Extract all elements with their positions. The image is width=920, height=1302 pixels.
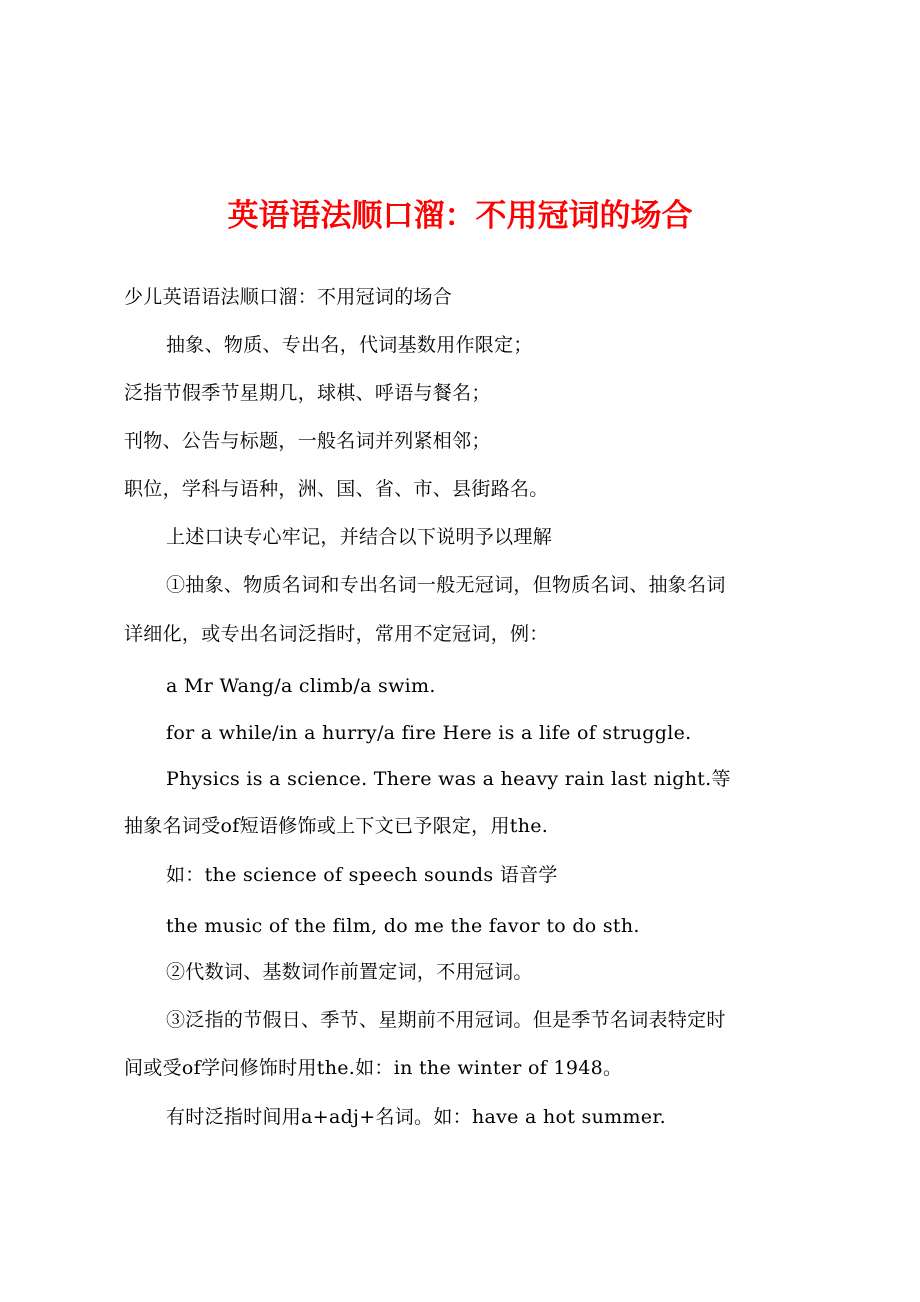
paragraph-line: 上述口诀专心牢记，并结合以下说明予以理解 (166, 526, 553, 548)
paragraph-line: Physics is a science. There was a heavy rain last night.等 (166, 768, 731, 790)
paragraph-line: 少儿英语语法顺口溜：不用冠词的场合 (124, 286, 453, 308)
paragraph-line: 有时泛指时间用a+adj+名词。如：have a hot summer. (166, 1106, 666, 1128)
paragraph-line: 详细化，或专出名词泛指时，常用不定冠词，例： (124, 623, 549, 645)
paragraph-line: 抽象、物质、专出名，代词基数用作限定； (166, 334, 533, 356)
paragraph-line: ③泛指的节假日、季节、星期前不用冠词。但是季节名词表特定时 (166, 1009, 726, 1031)
paragraph-line: 抽象名词受of短语修饰或上下文已予限定，用the. (124, 815, 549, 837)
paragraph-line: for a while/in a hurry/a fire Here is a life of struggle. (166, 722, 692, 744)
paragraph-line: 泛指节假季节星期几，球棋、呼语与餐名； (124, 382, 491, 404)
paragraph-line: a Mr Wang/a climb/a swim. (166, 675, 436, 697)
paragraph-line: 刊物、公告与标题，一般名词并列紧相邻； (124, 430, 491, 452)
paragraph-line: 职位，学科与语种，洲、国、省、市、县街路名。 (124, 478, 549, 500)
paragraph-line: 如：the science of speech sounds 语音学 (166, 864, 558, 886)
paragraph-line: 间或受of学问修饰时用the.如：in the winter of 1948。 (124, 1057, 623, 1079)
paragraph-line: ①抽象、物质名词和专出名词一般无冠词，但物质名词、抽象名词 (166, 574, 726, 596)
paragraph-line: the music of the film, do me the favor to do sth. (166, 915, 640, 937)
document-title: 英语语法顺口溜：不用冠词的场合 (227, 198, 693, 234)
paragraph-line: ②代数词、基数词作前置定词，不用冠词。 (166, 961, 533, 983)
